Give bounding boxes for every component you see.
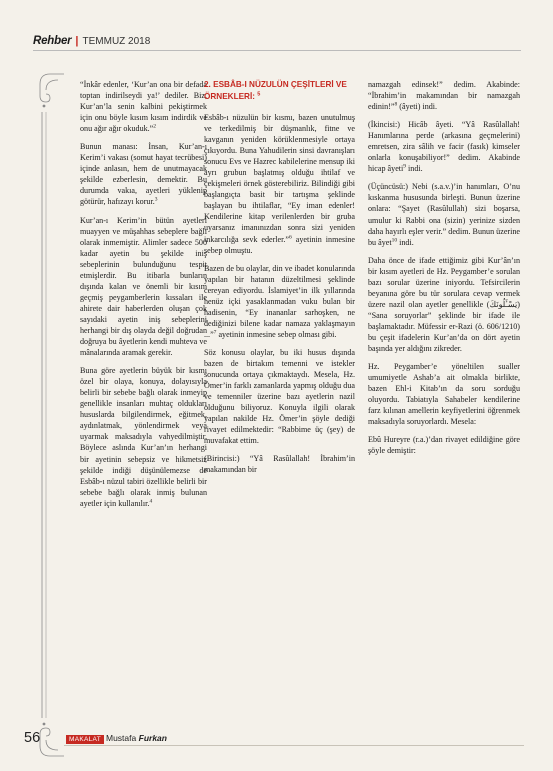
footer-rule	[64, 745, 524, 746]
column-right	[368, 79, 520, 463]
paragraph: Esbâb-ı nüzulün bir kısmı, bazen unutulmuş ve terkedilmiş bir düşmanlık, fitne ve kavganın yeniden körüklenmesiyle ortaya çıkıyordu. Buna Yahudilerin sinsi davranışları sonucu Evs ve Hazrec kabilelerine mensup iki ayrı grubun başlatmış olduğu ihtilaf ve çekişmeleri örnek gösterebiliriz. Bilindiği gibi başlangıçta basit bir tartışma şeklinde başlayan bu ihtilaflar, “Ey iman edenler! Kendilerine kitap verilenlerden bir gruba uyarsanız imanınızdan sonra sizi yeniden inkarcılığa sevk ederler.”$^6$ ayetinin inmesine sebep olmuştu.	[204, 113, 355, 255]
ornament-border-icon	[36, 72, 66, 758]
issue-date: TEMMUZ 2018	[82, 35, 151, 47]
paragraph: “İnkâr edenler, ‘Kur’an ona bir defada toptan indirilseydi ya!’ dediler. Biz, Kur’an’la senin kalbini pekiştirmek için onu böyle kısım kısım indirdik ve onu ağır ağır okuduk.”$^2$	[80, 80, 207, 134]
paragraph: namazgah edinsek!” dedim. Akabinde: “İbrahim’in makamından bir namazgah edinin!”$^8$ (âyeti) indi.	[368, 80, 520, 112]
running-header	[33, 34, 150, 48]
footnote-ref[interactable]: 7	[213, 329, 217, 336]
paragraph: (Üçüncüsü:) Nebi (s.a.v.)’in hanımları, O’nu kıskanma hususunda birleşti. Bunun üzerine onlara: “Şayet (Rasûlullah) sizi boşarsa, umulur ki Rabbi ona (sizin) yerinize sizden daha hayırlı eşler verir.” dedim. Bunun üzerine bu âyet$^{10}$ indi.	[368, 182, 520, 247]
column-middle	[204, 79, 355, 482]
footnote-ref[interactable]: 5	[257, 91, 261, 98]
paragraph: Buna göre ayetlerin büyük bir kısmı özel bir olaya, konuya, dolayısıyla belirli bir sebebe bağlı olarak inmeyip genellikle insanları muhtaç oldukları hususlarda bilgilendirmek, eğitmek, aydınlatmak, yönlendirmek veya uyarmak maksadıyla vahyedilmiştir. Böylece aslında Kur’an’ın herhangi bir ayetinin sebepsiz ve hikmetsiz şekilde indiği düşünülemezse de Esbâb-ı nüzul tabiri özellikle belirli bir sebebe bağlı olarak inmiş bulunan ayetler için kullanılır.$^4$	[80, 366, 207, 508]
section-heading: 2. ESBÂB-I NÜZULÜN ÇEŞİTLERİ VE ÖRNEKLERİ: $^5$	[204, 80, 347, 101]
section-tag: MAKALAT	[66, 735, 104, 744]
paragraph: Kur’an-ı Kerim’in bütün ayetleri muayyen ve müşahhas sebeplere bağlı olarak inmemiştir. Alimler sadece 500 kadar ayetin bu şekilde iniş sebeplerinin bulunduğunu tespit etmişlerdir. Bu itibarla bunların dışında kalan ve önemli bir kısım geçmiş peygamberlerin kıssaları ile ahirete dair haberlerden oluşan çok sayıdaki ayetin iniş sebeplerini herhangi bir dış olayda değil doğrudan doğruya bu âyetlerin kendi muhteva ve mânalarında aramak gerekir.	[80, 215, 207, 358]
paragraph: Ebû Hureyre (r.a.)’dan rivayet edildiğine göre şöyle demiştir:	[368, 435, 520, 456]
author-name: Mustafa Furkan	[106, 733, 167, 743]
page-footer	[0, 724, 553, 754]
footnote-ref[interactable]: 10	[391, 236, 398, 243]
header-separator: |	[75, 35, 79, 47]
header-rule	[33, 50, 521, 51]
paragraph: Bazen de bu olaylar, din ve ibadet konularında yapılan bir hatanın düzeltilmesi şeklinde cereyan ediyordu. İslamiyet’in ilk yıllarında henüz içki yasaklanmadan vuku bulan bir hadisenin, “Ey inananlar sarhoşken, ne dediğinizi bilene kadar namaza yaklaşmayın ...”$^7$ ayetinin inmesine sebep olması gibi.	[204, 263, 355, 339]
magazine-brand: Rehber	[33, 35, 72, 47]
paragraph: Daha önce de ifade ettiğimiz gibi Kur’ân’ın bir kısım ayetleri de Hz. Peygamber’e sorulan bazı sorular üzerine iniyordu. Tefsircilerin beyanına göre bu tür sorulara cevap vermek üzere nazil olan ayetler genellikle (يَسْـَٔلُونَكَ) “Sana soruyorlar” şeklinde bir ifade ile başlamaktadır. Müfessir er-Razi (ö. 606/1210) bu çeşit ifadelerin Kur’an’da on dört ayetin başında yer aldığını zikreder.	[368, 255, 520, 354]
footnote-ref[interactable]: 4	[149, 498, 153, 504]
arabic-phrase: يَسْـَٔلُونَكَ	[489, 299, 518, 309]
column-left	[80, 79, 207, 516]
paragraph: (Birincisi:) “Yâ Rasûlallah! İbrahim’in makamından bir	[204, 454, 355, 475]
footnote-ref[interactable]: 3	[154, 196, 158, 203]
footnote-ref[interactable]: 2	[153, 123, 157, 130]
footnote-ref[interactable]: 8	[394, 101, 398, 108]
paragraph: (İkincisi:) Hicâb âyeti. “Yâ Rasûlallah! Hanımlarına perde (arkasına geçmelerini) emretsen, zira sâlih ve facir (fasık) kimseler onlarla konuşabiliyor!” dedim. Akabinde hicap âyeti$^9$ indi.	[368, 120, 520, 174]
paragraph: Hz. Peygamber’e yöneltilen sualler umumiyetle Ashab’a ait olmakla birlikte, bazen Ehl-i Kitab’ın da soru sorduğu oluyordu. Tabiatıyla Sahabeler kendilerine farz kılınan amellerin keyfiyetlerini öğrenmek maksadıyla soruyorlardı. Mesela:	[368, 362, 520, 427]
paragraph: Söz konusu olaylar, bu iki husus dışında bazen de birtakım temenni ve istekler sonucunda ortaya çıkmaktaydı. Mesela, Hz. Ömer’in farklı zamanlarda yapmış olduğu dua ve temenniler üzerine bazı ayetlerin nazil olduğunu biliyoruz. Konuyla ilgili olarak yapılan nakilde Hz. Ömer’in şöyle dediği rivayet edilmektedir: “Rabbime üç (şey) de muvafakat ettim.	[204, 347, 355, 446]
paragraph: Bunun manası: İnsan, Kur’an-ı Kerim’i vakası (somut hayat tecrübesi) içinde anlasın, hem de unutmayacak şekilde ezberlesin, demektir. Bu durumda vakıa, ayetleri yüklenip götürür, hafızayı korur.$^3$	[80, 142, 207, 207]
page-number: 56	[24, 730, 41, 746]
footnote-ref[interactable]: 6	[289, 233, 292, 240]
footnote-ref[interactable]: 9	[403, 163, 407, 170]
